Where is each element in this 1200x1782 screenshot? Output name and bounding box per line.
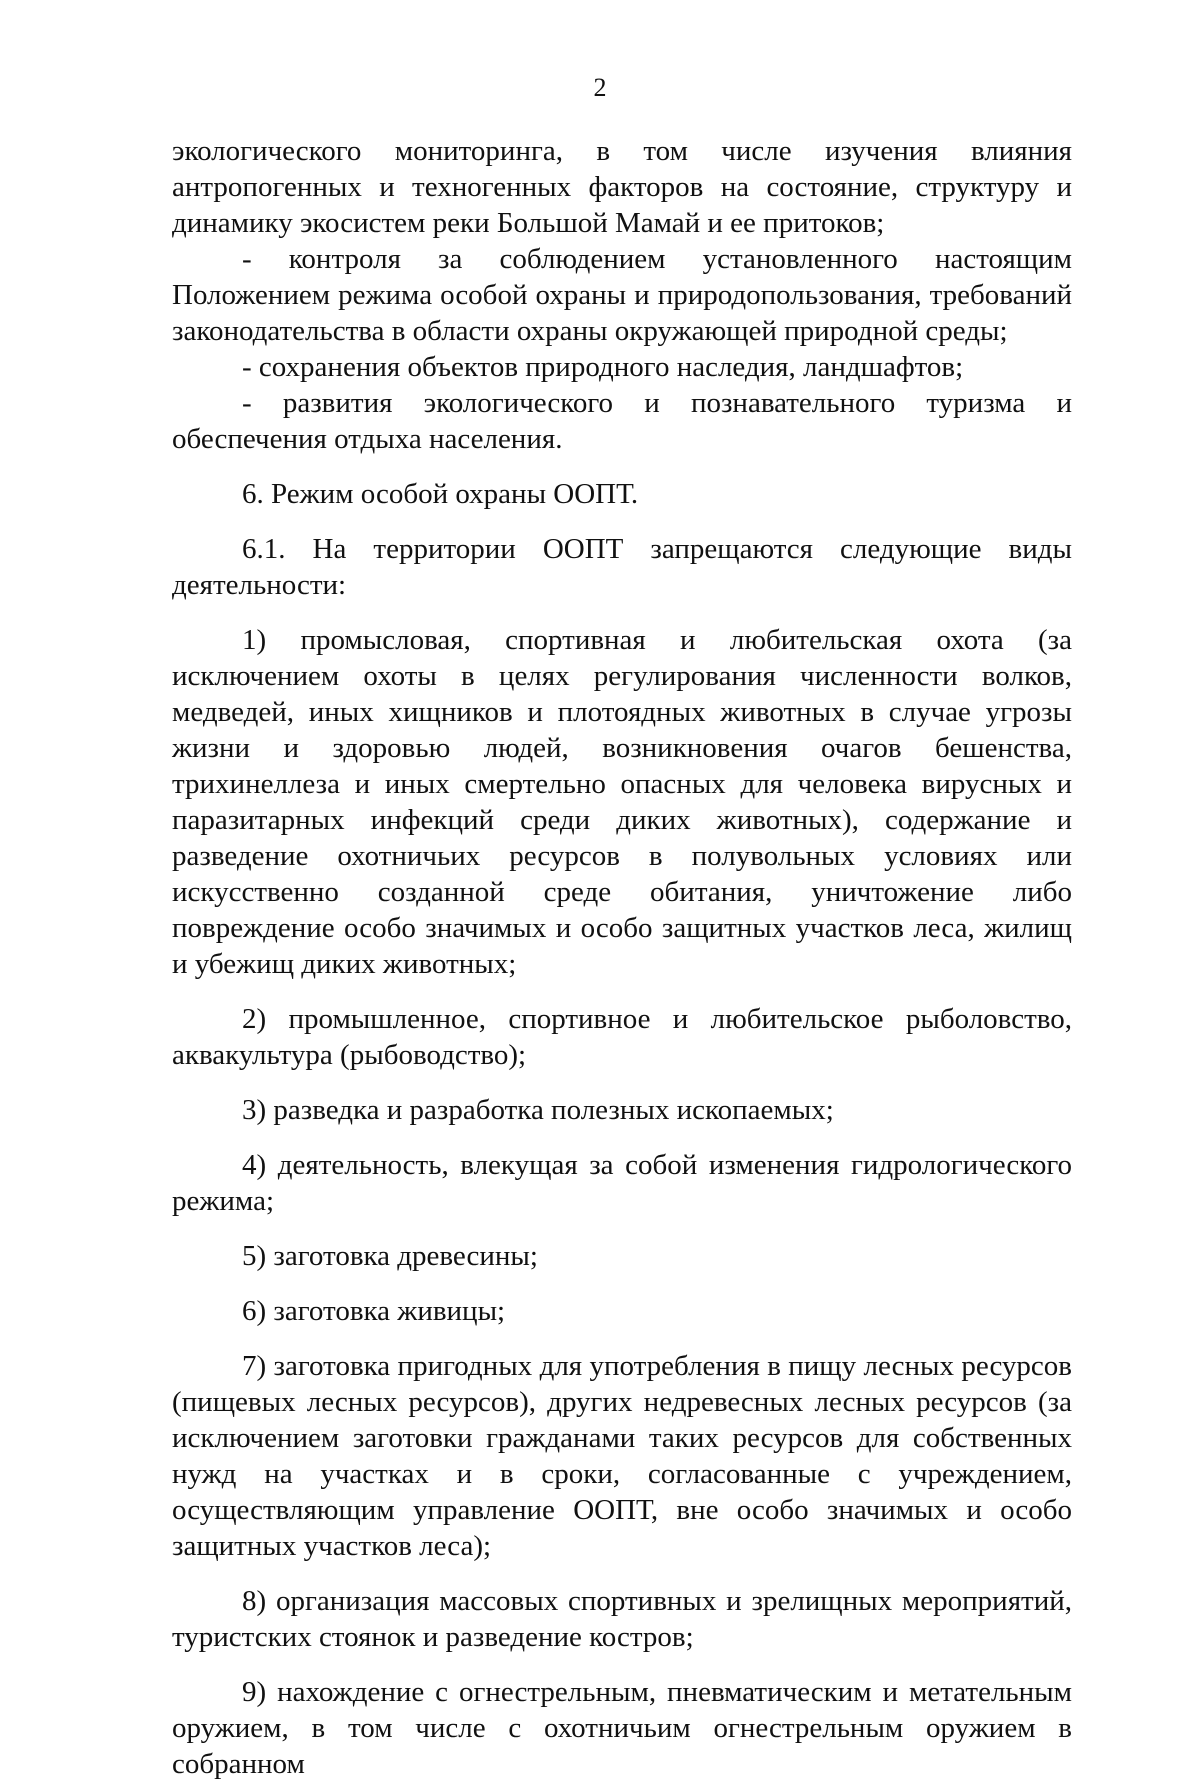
prohibition-item-2: 2) промышленное, спортивное и любительское рыболовство, аквакультура (рыбоводство);	[172, 1003, 1072, 1071]
page-number: 2	[593, 73, 607, 102]
subsection-intro: 6.1. На территории ООПТ запрещаются следующие виды деятельности:	[172, 533, 1072, 601]
prohibition-item-3: 3) разведка и разработка полезных ископаемых;	[242, 1094, 834, 1126]
document-body	[172, 133, 1072, 1782]
prohibition-item-9: 9) нахождение с огнестрельным, пневматическим и метательным оружием, в том числе с охотничьим огнестрельным оружием в собранном	[172, 1676, 1072, 1780]
continuation-paragraph: экологического мониторинга, в том числе изучения влияния антропогенных и техногенных факторов на состояние, структуру и динамику экосистем реки Большой Мамай и ее притоков;	[172, 135, 1072, 239]
prohibition-item-5: 5) заготовка древесины;	[242, 1240, 538, 1272]
prohibition-item-6: 6) заготовка живицы;	[242, 1295, 506, 1327]
prohibition-item-1: 1) промысловая, спортивная и любительская охота (за исключением охоты в целях регулирования численности волков, медведей, иных хищников и плотоядных животных в случае угрозы жизни и здоровью людей, возникновения очагов бешенства, трихинеллеза и иных смертельно опасных для человека вирусных и паразитарных инфекций среди диких животных), содержание и разведение охотничьих ресурсов в полувольных условиях или искусственно созданной среде обитания, уничтожение либо повреждение особо значимых и особо защитных участков леса, жилищ и убежищ диких животных;	[172, 624, 1072, 980]
prohibition-item-7: 7) заготовка пригодных для употребления в пищу лесных ресурсов (пищевых лесных ресурсов), других недревесных лесных ресурсов (за исключением заготовки гражданами таких ресурсов для собственных нужд на участках и в сроки, согласованные с учреждением, осуществляющим управление ООПТ, вне особо значимых и особо защитных участков леса);	[172, 1350, 1072, 1562]
prohibition-item-4: 4) деятельность, влекущая за собой изменения гидрологического режима;	[172, 1149, 1072, 1217]
prohibition-item-8: 8) организация массовых спортивных и зрелищных мероприятий, туристских стоянок и разведение костров;	[172, 1585, 1072, 1653]
dash-item-heritage: - сохранения объектов природного наследия, ландшафтов;	[242, 351, 964, 383]
dash-item-tourism: - развития экологического и познавательного туризма и обеспечения отдыха населения.	[172, 387, 1072, 455]
dash-item-control: - контроля за соблюдением установленного настоящим Положением режима особой охраны и природопользования, требований законодательства в области охраны окружающей природной среды;	[172, 243, 1072, 347]
section-heading: 6. Режим особой охраны ООПТ.	[242, 478, 639, 510]
